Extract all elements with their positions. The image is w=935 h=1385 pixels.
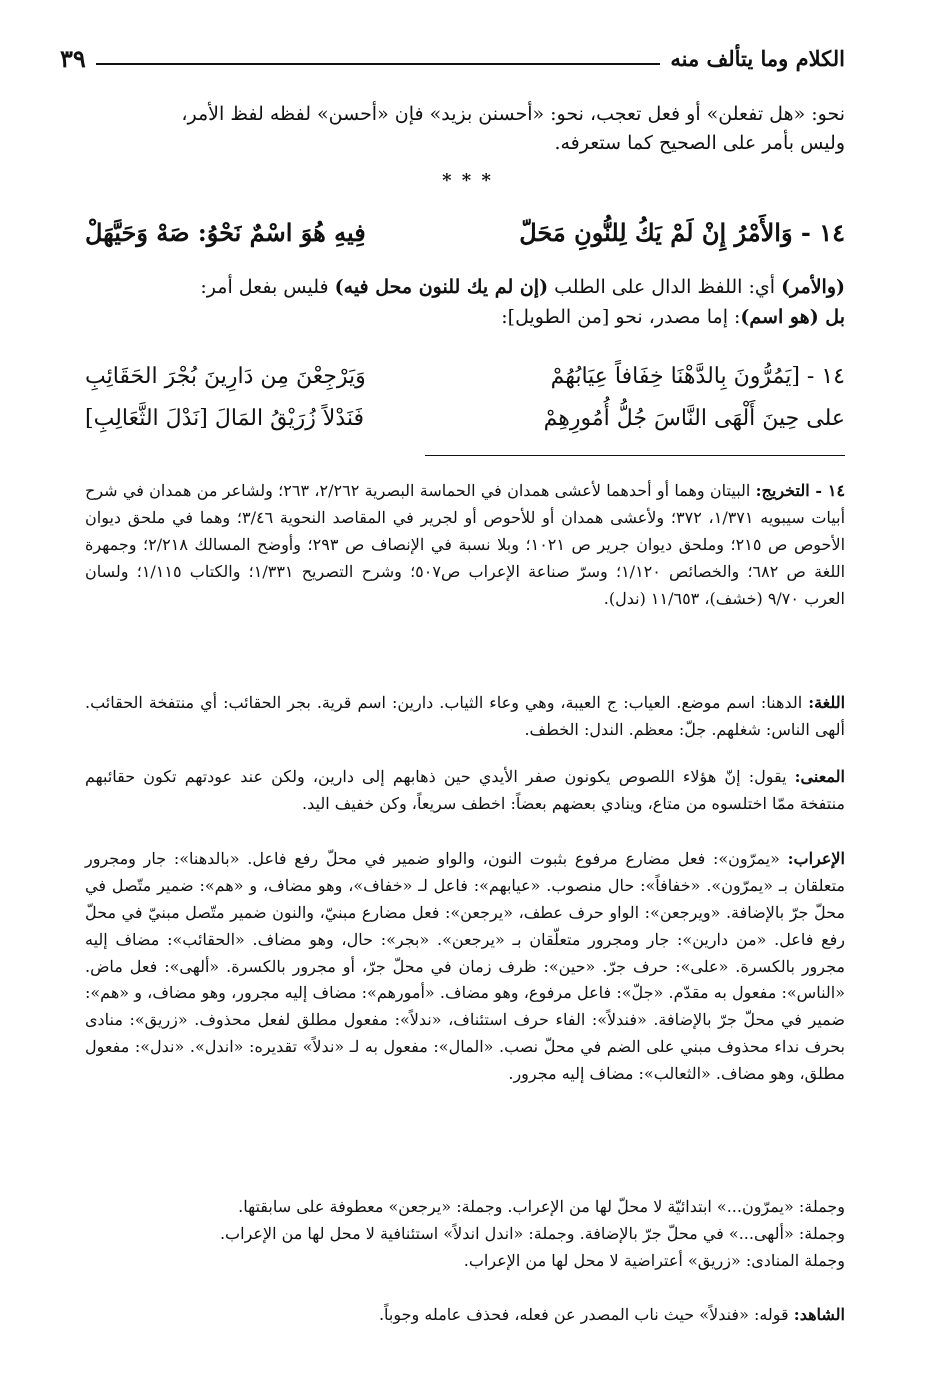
verse-hemistich-right: ١٤ - وَالأَمْرُ إِنْ لَمْ يَكُ لِلنُّونِ مَحَلّ xyxy=(519,217,845,247)
footnote-irab xyxy=(85,846,845,1088)
jumal-line-1: وجملة: «يمرّون...» ابتدائيّة لا محلّ لها من الإعراب. وجملة: «يرجعن» معطوفة على سابقتها. xyxy=(238,1197,845,1216)
shahid-label: الشاهد: xyxy=(793,1305,845,1324)
explanation-condition: (إن لم يك للنون محل فيه) xyxy=(334,276,549,298)
page-number: ٣٩ xyxy=(60,43,86,73)
takhrij-label: ١٤ - التخريج: xyxy=(755,481,846,500)
takhrij-text: البيتان وهما أو أحدهما لأعشى همدان في الحماسة البصرية ٢/٢٦٢، ٢٦٣؛ ولشاعر من همدان في شرح أبيات سيبويه ١/٣٧١، ٣٧٢؛ ولأعشى همدان أو للأحوص أو لجرير في المقاصد النحوية ٣/٤٦؛ وهما في ملحق ديوان الأحوص ص ٢١٥؛ وملحق ديوان جرير ص ١٠٢١؛ وبلا نسبة في الإنصاف ص ٢٩٣؛ وأوضح المسالك ٢/٢١٨؛ وجمهرة اللغة ص ٦٨٢؛ والخصائص ١/١٢٠؛ وسرّ صناعة الإعراب ص٥٠٧؛ وشرح التصريح ١/٣٣١؛ والكتاب ١/١١٥؛ ولسان العرب ٩/٧٠ (خشف)، ١١/٦٥٣ (ندل). xyxy=(85,481,846,608)
footnote-takhrij xyxy=(85,478,845,612)
poem-line-2-right: على حِينَ أَلْهَى النَّاسَ جُلُّ أُمُورِهِمْ xyxy=(543,405,845,431)
explanation-rest: : إما مصدر، نحو [من الطويل]: xyxy=(501,306,741,329)
explanation-text: أي: اللفظ الدال على الطلب xyxy=(548,276,782,298)
irab-label: الإعراب: xyxy=(787,849,845,868)
section-separator: * * * xyxy=(442,170,493,191)
poem-line-2-left: فَنَدْلاً زُرَيْقُ المَالَ [نَدْلَ الثَّعَالِبِ] xyxy=(85,405,365,431)
poem-line-1-left: وَيَرْجِعْنَ مِن دَارِينَ بُجْرَ الحَقَائِبِ xyxy=(85,363,366,389)
running-title: الكلام وما يتألف منه xyxy=(670,45,845,71)
intro-paragraph xyxy=(85,100,845,159)
footnote-maana xyxy=(85,764,845,818)
poem-line-1-right: ١٤ - [يَمُرُّونَ بِالدَّهْنَا خِفَافاً عِيَابُهُمْ xyxy=(550,363,845,389)
explanation-bold: بل (هو اسم) xyxy=(740,306,845,329)
page-header xyxy=(60,38,845,78)
intro-line-2: وليس بأمر على الصحيح كما ستعرفه. xyxy=(554,132,845,155)
maana-text: يقول: إنّ هؤلاء اللصوص يكونون صفر الأيدي حين ذهابهم إلى دارين، ولكن عند عودتهم تكون حقائبهم منتفخة ممّا اختلسوه من متاع، وينادي بعضهم بعضاً: اخطف سريعاً، وكن خفيف اليد. xyxy=(85,767,845,813)
explanation-term: (والأمر) xyxy=(781,276,845,298)
lugha-text: الدهنا: اسم موضع. العياب: ج العيبة، وهي وعاء الثياب. دارين: اسم قرية. بجر الحقائب: أي منتفخة الحقائب. ألهى الناس: شغلهم. جلّ: معظم. الندل: الخطف. xyxy=(85,693,845,739)
poem-line-2 xyxy=(85,398,845,438)
footnote-divider xyxy=(425,455,845,456)
explanation-line-1 xyxy=(85,272,845,302)
explanation-line-2 xyxy=(85,302,845,332)
explanation-paragraph xyxy=(85,272,845,333)
footnote-jumal xyxy=(85,1194,845,1275)
irab-text: «يمرّون»: فعل مضارع مرفوع بثبوت النون، والواو ضمير في محلّ رفع فاعل. «بالدهنا»: جار ومجرور متعلقان بـ «يمرّون». «خفافاً»: حال منصوب. «عيابهم»: فاعل لـ «خفاف»، وهو مضاف، و «هم»: ضمير متّصل في محلّ جرّ بالإضافة. «ويرجعن»: الواو حرف عطف، «يرجعن»: فعل مضارع مبنيّ، والنون ضمير متّصل مبنيّ في محلّ رفع فاعل. «من دارين»: جار ومجرور متعلّقان بـ «يرجعن». «بجر»: حال، وهو مضاف. «الحقائب»: مضاف إليه مجرور بالكسرة. «على»: حرف جرّ. «حين»: ظرف زمان في محلّ جرّ، أو مجرور بالكسرة. «ألهى»: فعل ماض. «الناس»: مفعول به مقدّم. «جلّ»: فاعل مرفوع، وهو مضاف. «أمورهم»: مضاف إليه مجرور، وهو مضاف، و «هم»: ضمير في محلّ جرّ بالإضافة. «فندلاً»: الفاء حرف استئناف، «ندلاً»: مفعول مطلق لفعل محذوف. «زريق»: منادى بحرف نداء محذوف مبني على الضم في محلّ نصب. «المال»: مفعول به لـ «ندلاً» تقديره: «اندل». «ندل»: مفعول مطلق، وهو مضاف. «الثعالب»: مضاف إليه مجرور. xyxy=(85,849,846,1083)
jumal-line-3: وجملة المنادى: «زريق» أعتراضية لا محل لها من الإعراب. xyxy=(463,1250,845,1270)
verse-hemistich-left: فِيهِ هُوَ اسْمٌ نَحْوُ: صَهْ وَحَيَّهَلْ xyxy=(85,217,366,247)
explanation-end: فليس بفعل أمر: xyxy=(200,276,335,298)
footnote-lugha xyxy=(85,690,845,744)
footnote-shahid xyxy=(85,1302,845,1329)
maana-label: المعنى: xyxy=(794,767,845,786)
header-rule xyxy=(96,63,661,65)
lugha-label: اللغة: xyxy=(808,693,846,712)
alfiyya-verse xyxy=(85,212,845,252)
shahid-text: قوله: «فندلاً» حيث ناب المصدر عن فعله، فحذف عامله وجوباً. xyxy=(378,1305,794,1324)
jumal-line-2: وجملة: «ألهى...» في محلّ جرّ بالإضافة. وجملة: «اندل اندلاً» استئنافية لا محل لها من الإعراب. xyxy=(219,1223,845,1243)
poem-line-1 xyxy=(85,356,845,396)
intro-line-1: نحو: «هل تفعلن» أو فعل تعجب، نحو: «أحسنن بزيد» فإن «أحسن» لفظه لفظ الأمر، xyxy=(181,103,845,125)
